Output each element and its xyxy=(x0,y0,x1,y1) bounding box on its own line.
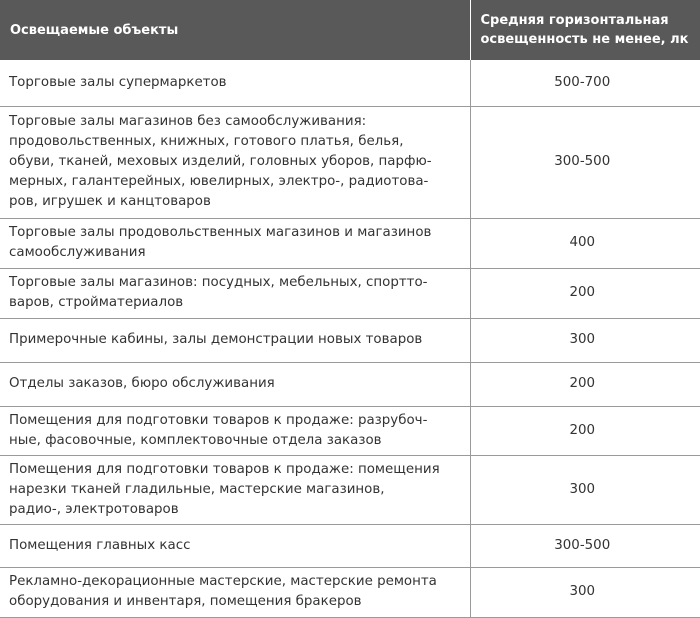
table-row xyxy=(0,406,700,455)
value-cell: 300-500 xyxy=(470,524,700,567)
table-row xyxy=(0,106,700,218)
object-cell: Помещения для подготовки товаров к продаже: разрубоч- ные, фасовочные, комплектовочные отдела заказов xyxy=(0,406,470,455)
value-cell: 300 xyxy=(470,318,700,362)
object-cell: Торговые залы магазинов: посудных, мебельных, спортто- варов, стройматериалов xyxy=(0,268,470,318)
header-objects: Освещаемые объекты xyxy=(0,0,470,60)
value-cell: 400 xyxy=(470,218,700,268)
table-row xyxy=(0,318,700,362)
object-cell: Помещения главных касс xyxy=(0,524,470,567)
object-cell: Помещения для подготовки товаров к продаже: помещения нарезки тканей гладильные, мастерские магазинов, радио-, электротоваров xyxy=(0,455,470,524)
object-cell: Примерочные кабины, залы демонстрации новых товаров xyxy=(0,318,470,362)
table-row xyxy=(0,567,700,617)
table-row xyxy=(0,218,700,268)
value-cell: 200 xyxy=(470,406,700,455)
value-cell: 300-500 xyxy=(470,106,700,218)
table-body xyxy=(0,60,700,617)
table-row xyxy=(0,268,700,318)
value-cell: 500-700 xyxy=(470,60,700,106)
table-row xyxy=(0,60,700,106)
object-cell: Торговые залы продовольственных магазинов и магазинов самообслуживания xyxy=(0,218,470,268)
header-row xyxy=(0,0,700,60)
table-row xyxy=(0,524,700,567)
table-header xyxy=(0,0,700,60)
object-cell: Отделы заказов, бюро обслуживания xyxy=(0,362,470,406)
value-cell: 200 xyxy=(470,268,700,318)
value-cell: 300 xyxy=(470,455,700,524)
table-row xyxy=(0,455,700,524)
table-row xyxy=(0,362,700,406)
object-cell: Рекламно-декорационные мастерские, мастерские ремонта оборудования и инвентаря, помещения бракеров xyxy=(0,567,470,617)
value-cell: 200 xyxy=(470,362,700,406)
object-cell: Торговые залы супермаркетов xyxy=(0,60,470,106)
value-cell: 300 xyxy=(470,567,700,617)
object-cell: Торговые залы магазинов без самообслуживания: продовольственных, книжных, готового платья, белья, обуви, тканей, меховых изделий, головных уборов, парфю- мерных, галантерейных, ювелирных, электро-, радиотова- ров, игрушек и канцтоваров xyxy=(0,106,470,218)
header-illuminance: Средняя горизонтальная освещенность не менее, лк xyxy=(470,0,700,60)
